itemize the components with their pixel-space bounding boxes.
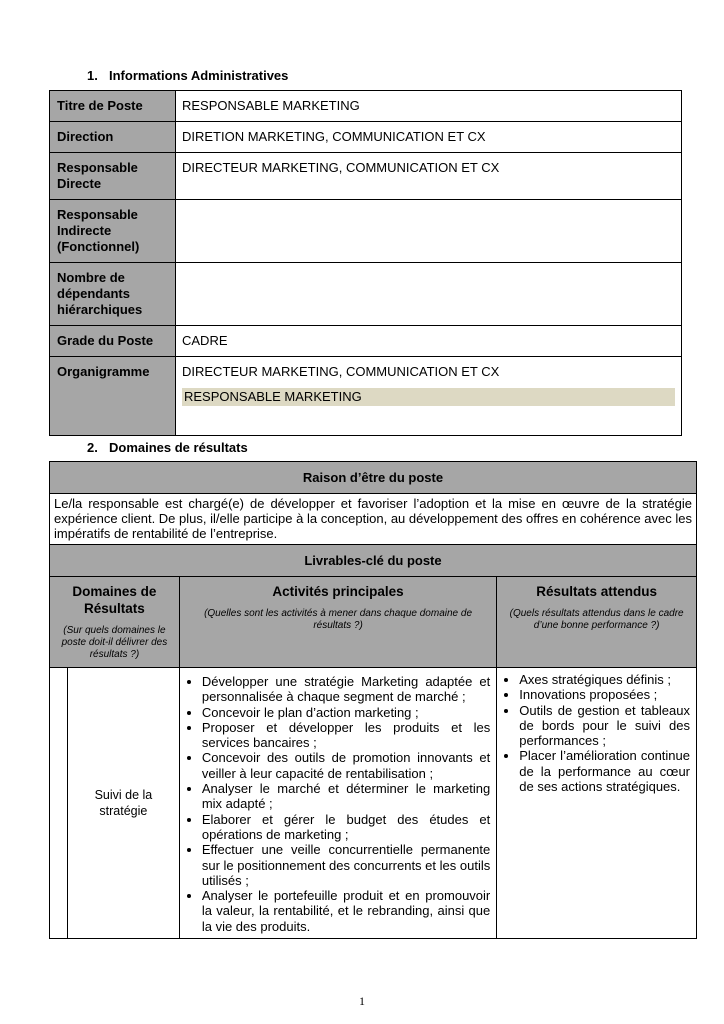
section-2-number: 2.	[87, 440, 98, 455]
table-row	[50, 462, 697, 494]
admin-info-table	[49, 90, 682, 436]
col-activites-header	[179, 577, 496, 668]
table-row	[50, 91, 682, 122]
value-titre-de-poste: RESPONSABLE MARKETING	[176, 91, 682, 122]
list-item: • Proposer et développer les produits et les services bancaires ;	[202, 720, 490, 751]
col-activites-subtitle: (Quelles sont les activités à mener dans chaque domaine de résultats ?)	[204, 608, 473, 631]
value-nombre-dependants	[176, 263, 682, 326]
label-responsable-indirecte: Responsable Indirecte (Fonctionnel)	[50, 200, 176, 263]
list-item: • Concevoir des outils de promotion innovants et veiller à leur capacité de rentabilisation ;	[202, 750, 490, 781]
table-row	[50, 545, 697, 577]
list-item: • Développer une stratégie Marketing adaptée et personnalisée à chaque segment de marché ;	[202, 674, 490, 705]
label-responsable-directe: Responsable Directe	[50, 153, 176, 200]
table-row	[50, 200, 682, 263]
list-item: • Axes stratégiques définis ;	[519, 672, 690, 687]
raison-header: Raison d’être du poste	[50, 462, 697, 494]
list-item: • Concevoir le plan d’action marketing ;	[202, 705, 490, 720]
page-number: 1	[359, 994, 365, 1008]
col-domaines-title: Domaines de Résultats	[72, 584, 157, 616]
section-1-heading	[87, 68, 288, 83]
col-domaines-subtitle: (Sur quels domaines le poste doit-il délivrer des résultats ?)	[61, 625, 168, 660]
results-cell	[497, 668, 697, 939]
list-item: • Outils de gestion et tableaux de bords pour le suivi des performances ;	[519, 703, 690, 749]
table-row	[50, 668, 697, 939]
activities-cell	[179, 668, 496, 939]
organigramme-highlighted-position: RESPONSABLE MARKETING	[182, 388, 675, 406]
table-row	[50, 153, 682, 200]
list-item: • Effectuer une veille concurrentielle permanente sur le positionnement des concurrents et les outils utilisés ;	[202, 842, 490, 888]
table-row	[50, 357, 682, 436]
value-responsable-indirecte	[176, 200, 682, 263]
list-item: • Analyser le portefeuille produit et en promouvoir la valeur, la rentabilité, et le rebranding, ainsi que la vie des produits.	[202, 888, 490, 934]
list-item: • Innovations proposées ;	[519, 687, 690, 702]
domain-cell: Suivi de la stratégie	[67, 668, 179, 939]
value-organigramme	[176, 357, 682, 436]
list-item: • Analyser le marché et déterminer le marketing mix adapté ;	[202, 781, 490, 812]
list-item: • Placer l’amélioration continue de la performance au cœur de ses actions stratégiques.	[519, 748, 690, 794]
organigramme-top: DIRECTEUR MARKETING, COMMUNICATION ET CX	[182, 364, 500, 379]
blank-narrow-cell	[50, 668, 68, 939]
table-row	[50, 326, 682, 357]
label-titre-de-poste: Titre de Poste	[50, 91, 176, 122]
table-row	[50, 494, 697, 545]
results-list	[501, 672, 690, 794]
raison-text: Le/la responsable est chargé(e) de développer et favoriser l’adoption et la mise en œuvre de la stratégie expérience client. De plus, il/elle participe à la conception, au développement des offres en cohérence avec les impératifs de rentabilité de l’entreprise.	[50, 494, 697, 545]
label-nombre-dependants: Nombre de dépendants hiérarchiques	[50, 263, 176, 326]
table-row	[50, 577, 697, 668]
table-row	[50, 122, 682, 153]
col-domaines-header	[50, 577, 180, 668]
col-resultats-subtitle: (Quels résultats attendus dans le cadre d’une bonne performance ?)	[509, 608, 684, 631]
label-organigramme: Organigramme	[50, 357, 176, 436]
activities-list	[184, 674, 490, 934]
table-row	[50, 263, 682, 326]
col-resultats-header	[497, 577, 697, 668]
section-2-heading	[87, 440, 248, 455]
list-item: • Elaborer et gérer le budget des études et opérations de marketing ;	[202, 812, 490, 843]
label-grade-du-poste: Grade du Poste	[50, 326, 176, 357]
value-direction: DIRETION MARKETING, COMMUNICATION ET CX	[176, 122, 682, 153]
livrables-header: Livrables-clé du poste	[50, 545, 697, 577]
label-direction: Direction	[50, 122, 176, 153]
value-grade-du-poste: CADRE	[176, 326, 682, 357]
value-responsable-directe: DIRECTEUR MARKETING, COMMUNICATION ET CX	[176, 153, 682, 200]
domaines-table	[49, 461, 697, 939]
section-1-number: 1.	[87, 68, 98, 83]
col-resultats-title: Résultats attendus	[536, 584, 658, 599]
col-activites-title: Activités principales	[272, 584, 404, 599]
section-2-title: Domaines de résultats	[109, 440, 248, 455]
section-1-title: Informations Administratives	[109, 68, 289, 83]
